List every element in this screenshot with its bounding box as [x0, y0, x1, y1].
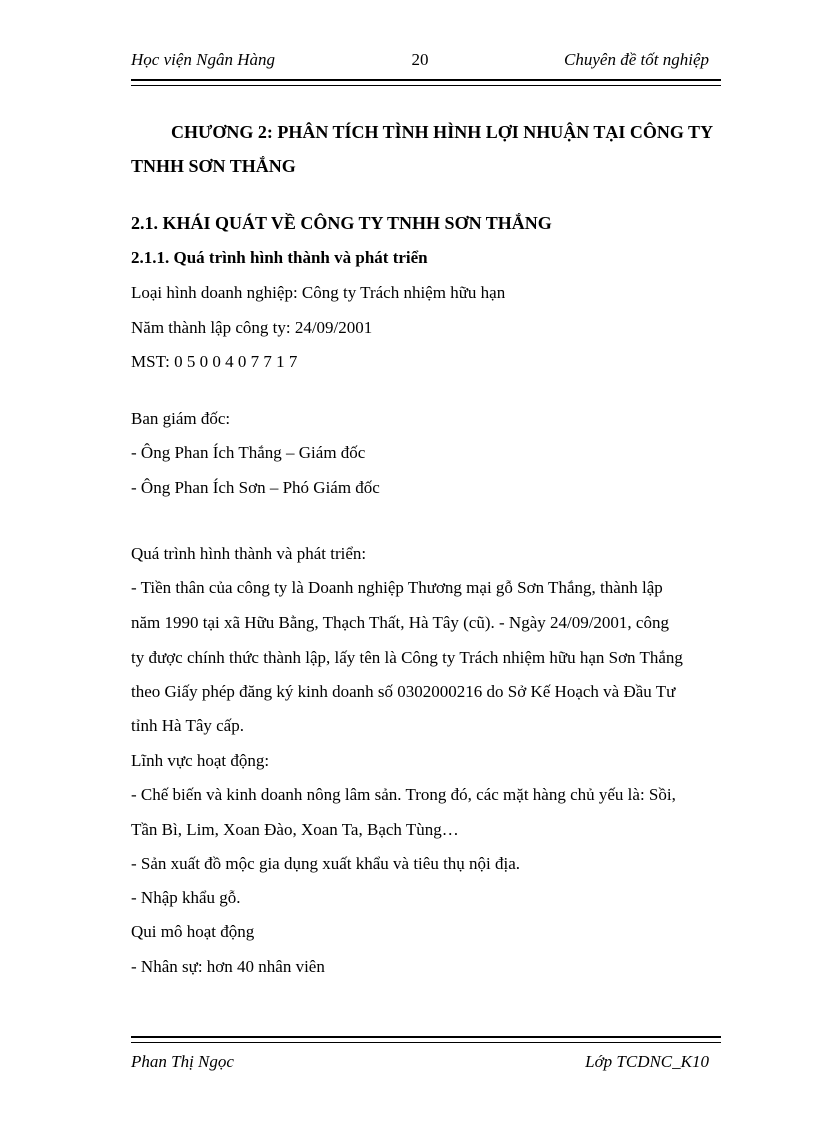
footer-rule: [131, 1036, 721, 1043]
body-line: Tần Bì, Lim, Xoan Đào, Xoan Ta, Bạch Tùng…: [131, 820, 459, 839]
header-title: Chuyên đề tốt nghiệp: [564, 50, 709, 69]
body-line: - Sản xuất đồ mộc gia dụng xuất khẩu và tiêu thụ nội địa.: [131, 854, 521, 873]
footer-class: Lớp TCDNC_K10: [585, 1052, 709, 1071]
body-line: Ban giám đốc:: [131, 409, 231, 428]
body-line: Quá trình hình thành và phát triển:: [131, 544, 367, 563]
header-rule: [131, 79, 721, 86]
body-line: Năm thành lập công ty: 24/09/2001: [131, 318, 373, 337]
body-line: - Nhân sự: hơn 40 nhân viên: [131, 957, 325, 976]
section-heading: 2.1. KHÁI QUÁT VỀ CÔNG TY TNHH SƠN THẮNG: [131, 213, 552, 233]
footer-author: Phan Thị Ngọc: [131, 1052, 234, 1071]
page-number: 20: [411, 50, 429, 69]
body-line: Lĩnh vực hoạt động:: [131, 751, 270, 770]
body-line: năm 1990 tại xã Hữu Bằng, Thạch Thất, Hà Tây (cũ). - Ngày 24/09/2001, công: [131, 613, 669, 632]
page-footer: [131, 1052, 709, 1072]
chapter-title-line2: TNHH SƠN THẮNG: [131, 156, 296, 176]
subsection-heading: 2.1.1. Quá trình hình thành và phát triển: [131, 248, 428, 267]
body-line: - Chế biến và kinh doanh nông lâm sản. Trong đó, các mặt hàng chủ yếu là: Sồi,: [131, 785, 676, 804]
body-line: MST: 0 5 0 0 4 0 7 7 1 7: [131, 352, 298, 371]
chapter-title-line1: CHƯƠNG 2: PHÂN TÍCH TÌNH HÌNH LỢI NHUẬN TẠI CÔNG TY: [171, 122, 714, 142]
body-line: - Nhập khẩu gỗ.: [131, 888, 241, 907]
body-line: Loại hình doanh nghiệp: Công ty Trách nhiệm hữu hạn: [131, 283, 506, 302]
header-institution: Học viện Ngân Hàng: [131, 50, 276, 69]
body-line: Qui mô hoạt động: [131, 922, 255, 941]
body-line: tỉnh Hà Tây cấp.: [131, 716, 244, 735]
body-line: - Tiền thân của công ty là Doanh nghiệp Thương mại gỗ Sơn Thắng, thành lập: [131, 578, 663, 597]
body-line: theo Giấy phép đăng ký kinh doanh số 0302000216 do Sở Kế Hoạch và Đầu Tư: [131, 682, 676, 701]
body-line: - Ông Phan Ích Sơn – Phó Giám đốc: [131, 478, 380, 497]
body-line: - Ông Phan Ích Thắng – Giám đốc: [131, 443, 366, 462]
body-line: ty được chính thức thành lập, lấy tên là Công ty Trách nhiệm hữu hạn Sơn Thắng: [131, 648, 683, 667]
page-header: [131, 50, 709, 76]
